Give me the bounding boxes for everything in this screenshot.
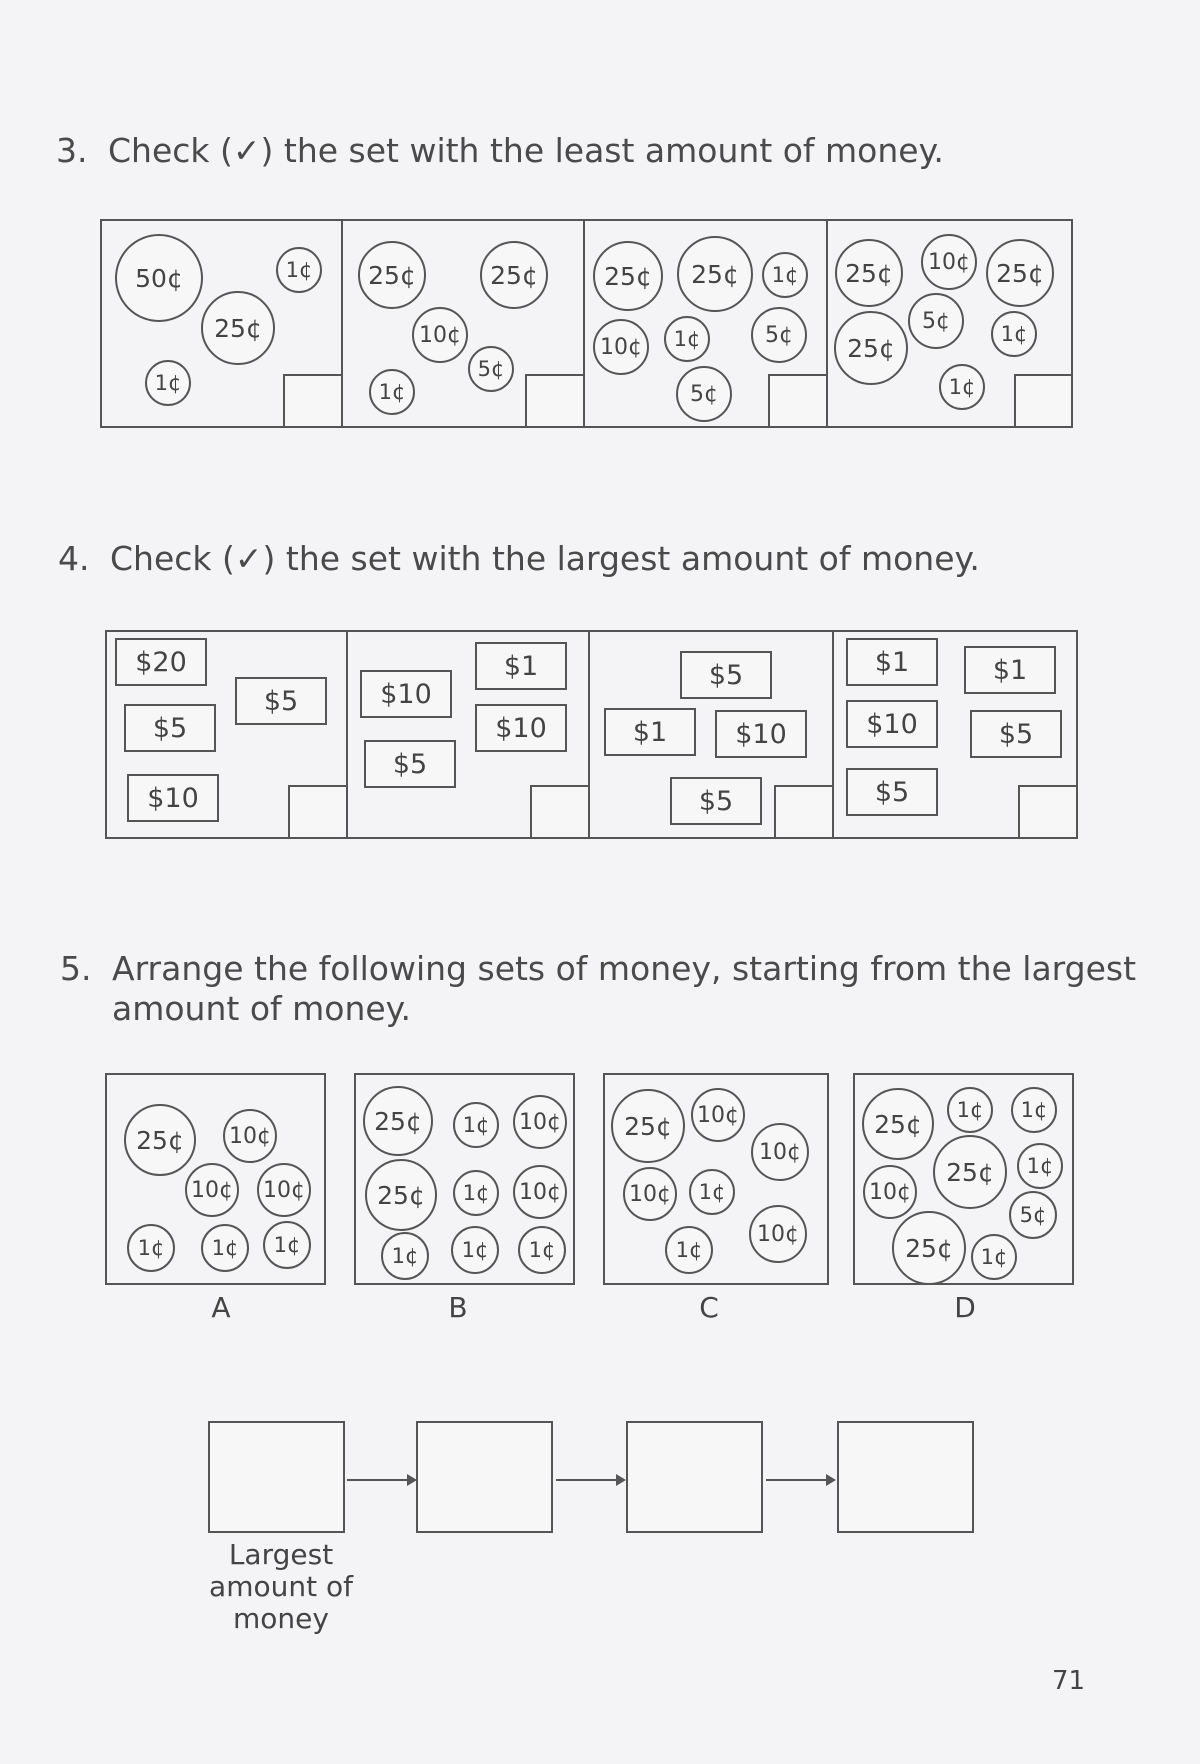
- coin: 1¢: [1017, 1143, 1063, 1189]
- coin: 1¢: [664, 316, 710, 362]
- question-4: [58, 539, 980, 579]
- bill: $20: [115, 638, 207, 686]
- coin: 1¢: [276, 247, 322, 293]
- q4-set-2: [346, 630, 590, 839]
- coin: 25¢: [933, 1135, 1007, 1209]
- coin: 10¢: [623, 1167, 677, 1221]
- coin: 1¢: [518, 1226, 566, 1274]
- coin: 10¢: [412, 307, 468, 363]
- question-3-text: Check (✓) the set with the least amount of money.: [108, 131, 944, 170]
- q4-checkbox-2[interactable]: [530, 785, 590, 839]
- answer-box-4[interactable]: [837, 1421, 974, 1533]
- coin: 25¢: [480, 241, 548, 309]
- bill: $1: [964, 646, 1056, 694]
- coin: 1¢: [451, 1226, 499, 1274]
- question-5-line-1: Arrange the following sets of money, starting from the largest: [112, 949, 1137, 988]
- page-number: 71: [1052, 1666, 1086, 1696]
- caption-line-3: money: [233, 1602, 329, 1635]
- set-label-c: C: [699, 1291, 719, 1324]
- question-3-number: 3.: [56, 131, 88, 170]
- coin: 10¢: [513, 1095, 567, 1149]
- coin: 10¢: [223, 1109, 277, 1163]
- bill: $1: [604, 708, 696, 756]
- bill: $10: [846, 700, 938, 748]
- q3-checkbox-1[interactable]: [283, 374, 343, 428]
- coin: 25¢: [835, 239, 903, 307]
- q3-checkbox-2[interactable]: [525, 374, 585, 428]
- coin: 1¢: [947, 1087, 993, 1133]
- question-3: [56, 131, 944, 171]
- coin: 5¢: [468, 346, 514, 392]
- coin: 25¢: [834, 311, 908, 385]
- q3-set-3: [583, 219, 828, 428]
- coin: 25¢: [593, 241, 663, 311]
- coin: 1¢: [369, 369, 415, 415]
- bill: $5: [235, 677, 327, 725]
- coin: 1¢: [381, 1232, 429, 1280]
- q4-set-1: [105, 630, 348, 839]
- q3-set-4: [826, 219, 1073, 428]
- question-5-line-2: amount of money.: [112, 989, 411, 1028]
- coin: 25¢: [124, 1104, 196, 1176]
- bill: $10: [127, 774, 219, 822]
- coin: 10¢: [751, 1123, 809, 1181]
- coin: 1¢: [201, 1224, 249, 1272]
- coin: 25¢: [358, 241, 426, 309]
- coin: 1¢: [689, 1169, 735, 1215]
- coin: 25¢: [862, 1088, 934, 1160]
- coin: 1¢: [145, 360, 191, 406]
- coin: 25¢: [986, 239, 1054, 307]
- coin: 1¢: [453, 1170, 499, 1216]
- coin: 1¢: [453, 1102, 499, 1148]
- coin: 10¢: [593, 319, 649, 375]
- bill: $10: [360, 670, 452, 718]
- coin: 10¢: [257, 1163, 311, 1217]
- coin: 5¢: [676, 366, 732, 422]
- coin: 1¢: [762, 252, 808, 298]
- coin: 10¢: [749, 1205, 807, 1263]
- q4-set-3: [588, 630, 834, 839]
- q4-checkbox-3[interactable]: [774, 785, 834, 839]
- q3-set-1: [100, 219, 343, 428]
- bill: $1: [475, 642, 567, 690]
- answer-box-3[interactable]: [626, 1421, 763, 1533]
- coin: 5¢: [908, 293, 964, 349]
- bill: $1: [846, 638, 938, 686]
- q4-set-4: [832, 630, 1078, 839]
- coin: 10¢: [863, 1165, 917, 1219]
- bill: $5: [670, 777, 762, 825]
- coin: 25¢: [611, 1089, 685, 1163]
- q4-checkbox-4[interactable]: [1018, 785, 1078, 839]
- q3-checkbox-4[interactable]: [1014, 374, 1073, 428]
- bill: $5: [124, 704, 216, 752]
- arrow-right-icon: [347, 1479, 415, 1481]
- caption-line-2: amount of: [209, 1570, 353, 1603]
- caption-line-1: Largest: [228, 1538, 334, 1571]
- coin: 5¢: [751, 307, 807, 363]
- coin: 1¢: [665, 1226, 713, 1274]
- coin: 10¢: [921, 234, 977, 290]
- coin: 1¢: [1011, 1087, 1057, 1133]
- arrow-right-icon: [766, 1479, 834, 1481]
- coin: 1¢: [127, 1224, 175, 1272]
- q4-checkbox-1[interactable]: [288, 785, 348, 839]
- coin: 25¢: [365, 1159, 437, 1231]
- largest-caption: [186, 1539, 376, 1635]
- coin: 50¢: [115, 234, 203, 322]
- bill: $5: [364, 740, 456, 788]
- coin: 25¢: [892, 1211, 966, 1285]
- question-4-text: Check (✓) the set with the largest amount of money.: [110, 539, 980, 578]
- set-label-d: D: [954, 1291, 976, 1324]
- question-5: [60, 949, 1136, 1029]
- coin: 25¢: [677, 236, 753, 312]
- q5-set-d: [853, 1073, 1074, 1285]
- coin: 5¢: [1009, 1191, 1057, 1239]
- coin: 25¢: [201, 291, 275, 365]
- bill: $5: [846, 768, 938, 816]
- arrow-right-icon: [556, 1479, 624, 1481]
- set-label-b: B: [448, 1291, 468, 1324]
- question-5-number: 5.: [60, 949, 92, 988]
- set-label-a: A: [211, 1291, 231, 1324]
- answer-box-2[interactable]: [416, 1421, 553, 1533]
- bill: $10: [715, 710, 807, 758]
- question-4-number: 4.: [58, 539, 90, 578]
- coin: 10¢: [185, 1163, 239, 1217]
- coin: 1¢: [971, 1234, 1017, 1280]
- coin: 25¢: [363, 1086, 433, 1156]
- coin: 10¢: [513, 1165, 567, 1219]
- coin: 10¢: [691, 1088, 745, 1142]
- bill: $5: [680, 651, 772, 699]
- coin: 1¢: [263, 1221, 311, 1269]
- q5-set-c: [603, 1073, 829, 1285]
- answer-box-1[interactable]: [208, 1421, 345, 1533]
- q3-set-2: [341, 219, 585, 428]
- q3-checkbox-3[interactable]: [768, 374, 828, 428]
- coin: 1¢: [991, 311, 1037, 357]
- q5-set-a: [105, 1073, 326, 1285]
- bill: $5: [970, 710, 1062, 758]
- q5-set-b: [354, 1073, 575, 1285]
- bill: $10: [475, 704, 567, 752]
- coin: 1¢: [939, 364, 985, 410]
